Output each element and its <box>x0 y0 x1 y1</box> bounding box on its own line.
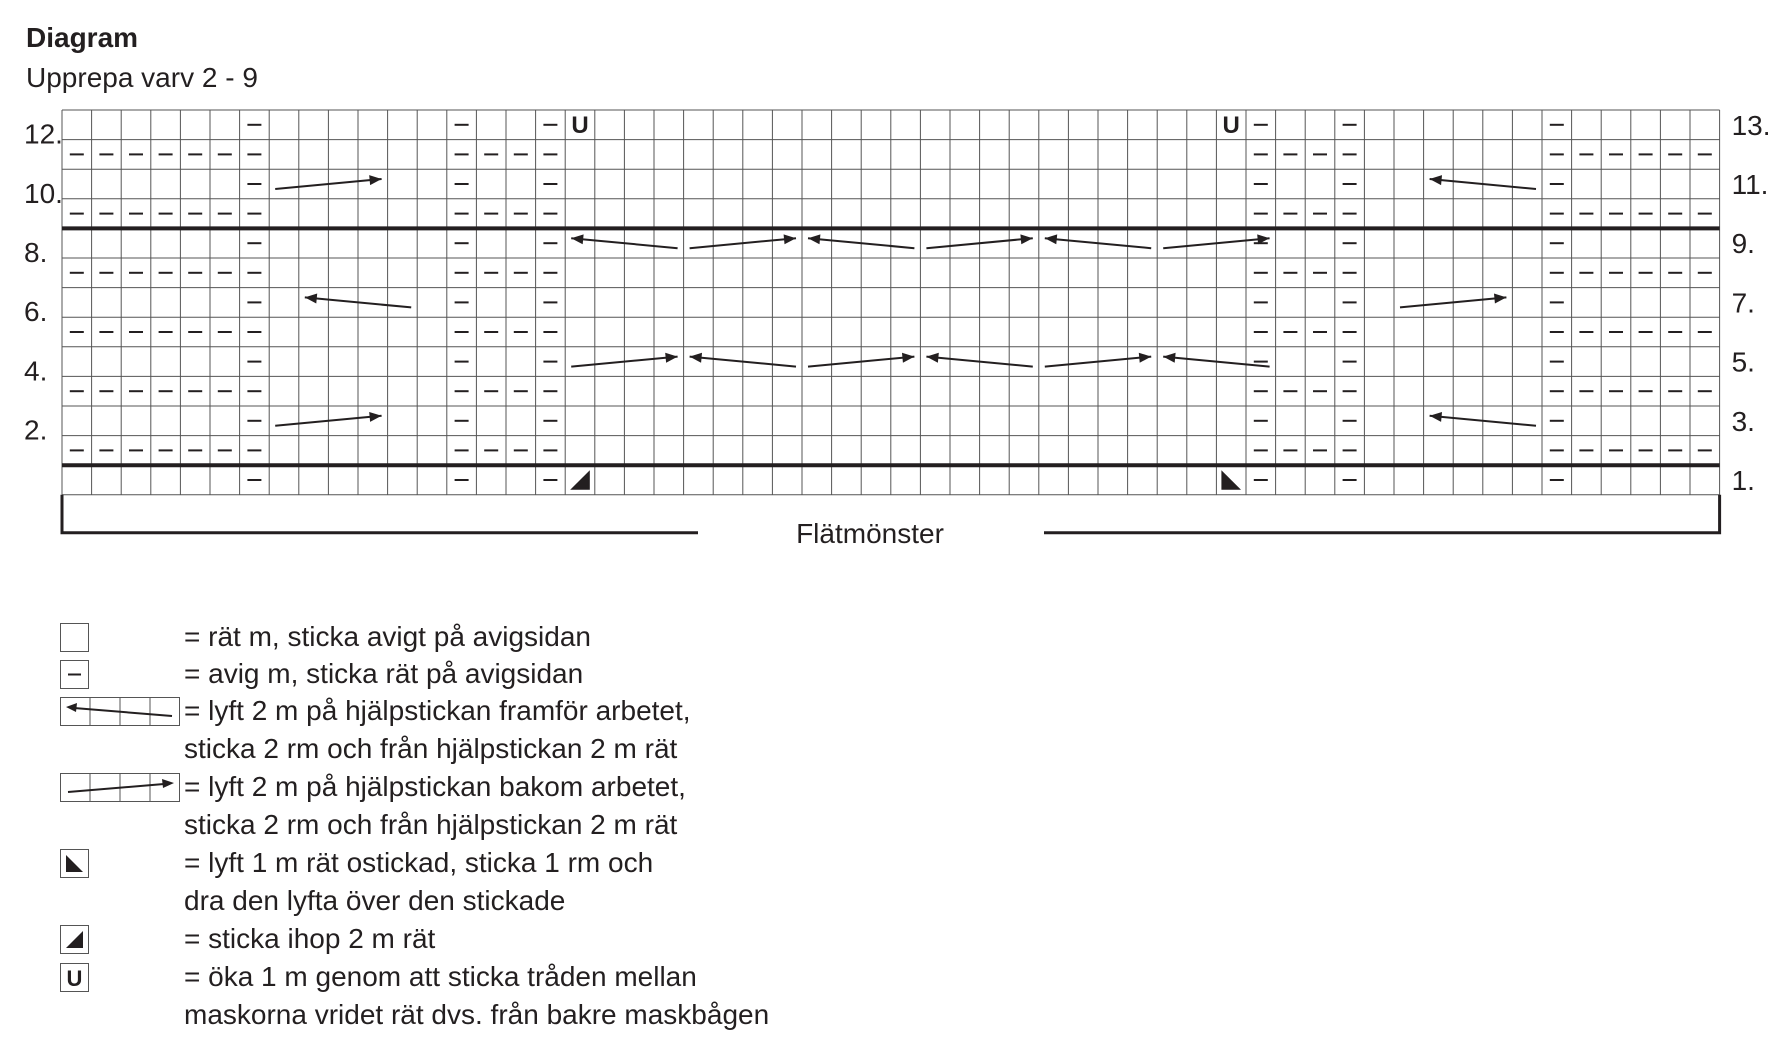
ssk-symbol <box>1221 470 1241 490</box>
ssk-icon <box>60 849 89 885</box>
legend-text: = sticka ihop 2 m rät <box>184 923 436 954</box>
row-label-left: 4. <box>24 355 48 387</box>
legend-text: = avig m, sticka rät på avigsidan <box>184 658 584 689</box>
row-label-right: 3. <box>1731 405 1755 437</box>
row-label-left: 2. <box>24 414 48 446</box>
row-label-right: 13. <box>1731 109 1771 141</box>
yarn-over-symbol: U <box>1222 111 1240 139</box>
legend-item-purl <box>60 657 780 691</box>
row-label-right: 5. <box>1731 346 1755 378</box>
bracket-left <box>62 495 698 533</box>
row-label-left: 10. <box>24 177 63 209</box>
legend-item-yarn-over <box>60 960 780 994</box>
yarn-over-symbol: U <box>571 111 589 139</box>
purl-icon <box>60 660 89 696</box>
row-label-right: 9. <box>1731 228 1755 260</box>
knit-icon <box>60 623 89 659</box>
svg-text:U: U <box>66 966 83 991</box>
legend-text-continued: sticka 2 rm och från hjälpstickan 2 m rät <box>184 733 678 764</box>
legend-text-continued: dra den lyfta över den stickade <box>184 885 566 916</box>
bracket-right <box>1044 495 1720 533</box>
legend-text: = öka 1 m genom att sticka tråden mellan <box>184 961 697 992</box>
legend-item-k2tog <box>60 922 780 956</box>
legend-item-cable-right <box>60 770 780 804</box>
diagram-subtitle: Upprepa varv 2 - 9 <box>26 62 258 93</box>
bracket-label: Flätmönster <box>796 517 944 549</box>
legend-text: = lyft 1 m rät ostickad, sticka 1 rm och <box>184 847 654 878</box>
legend-text: = lyft 2 m på hjälpstickan framför arbetet, <box>184 695 691 726</box>
row-label-left: 6. <box>24 296 48 328</box>
cable-left-icon <box>60 697 180 733</box>
legend-text: = rät m, sticka avigt på avigsidan <box>184 621 591 652</box>
row-label-left: 8. <box>24 237 48 268</box>
legend-item-knit <box>60 620 780 654</box>
legend-text-continued: sticka 2 rm och från hjälpstickan 2 m rät <box>184 809 678 840</box>
row-label-right: 1. <box>1731 465 1755 496</box>
yarn-over-icon <box>60 963 89 999</box>
k2tog-icon <box>60 925 89 961</box>
row-label-right: 7. <box>1731 287 1755 319</box>
row-label-left: 12. <box>24 118 63 150</box>
legend-text-continued: maskorna vridet rät dvs. från bakre maskbågen <box>184 999 770 1030</box>
diagram-title: Diagram <box>26 22 139 53</box>
legend-item-cable-left <box>60 694 780 728</box>
row-label-right: 11. <box>1731 169 1769 200</box>
legend-item-ssk <box>60 846 780 880</box>
cable-right-icon <box>60 773 180 809</box>
legend-text: = lyft 2 m på hjälpstickan bakom arbetet, <box>184 771 686 802</box>
k2tog-symbol <box>570 470 590 490</box>
